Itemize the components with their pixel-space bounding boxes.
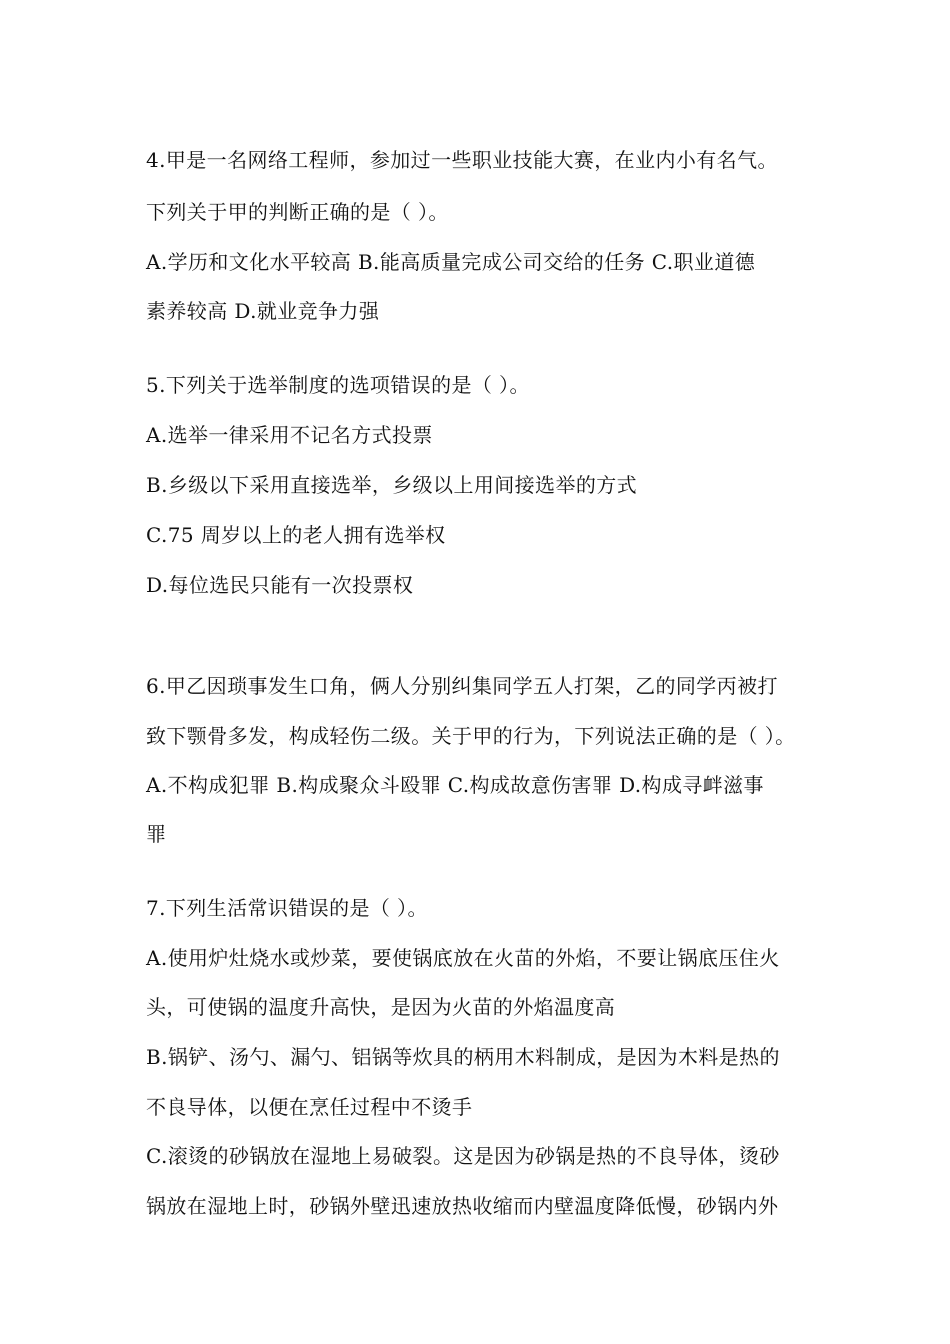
q7-stem: 7.下列生活常识错误的是（ ）。: [146, 896, 428, 920]
q5-option-c: C.75 周岁以上的老人拥有选举权: [146, 523, 446, 547]
q7-option-a-line-2: 头，可使锅的温度升高快，是因为火苗的外焰温度高: [146, 995, 616, 1019]
q7-option-b-line-2: 不良导体，以便在烹任过程中不烫手: [146, 1095, 473, 1119]
q7-option-c-line-1: C.滚烫的砂锅放在湿地上易破裂。这是因为砂锅是热的不良导体，烫砂: [146, 1144, 780, 1168]
q5-option-b: B.乡级以下采用直接选举，乡级以上用间接选举的方式: [146, 473, 638, 497]
q5-option-a: A.选举一律采用不记名方式投票: [146, 423, 433, 447]
q5-option-d: D.每位选民只能有一次投票权: [146, 573, 414, 597]
q5-stem: 5.下列关于选举制度的选项错误的是（ ）。: [146, 373, 530, 397]
q4-stem-line-1: 4.甲是一名网络工程师，参加过一些职业技能大赛，在业内小有名气。: [146, 148, 778, 172]
q7-option-b-line-1: B.锅铲、汤勺、漏勺、铝锅等炊具的柄用木料制成，是因为木料是热的: [146, 1045, 780, 1069]
q7-option-c-line-2: 锅放在湿地上时，砂锅外壁迅速放热收缩而内壁温度降低慢，砂锅内外: [146, 1194, 779, 1218]
q7-option-a-line-1: A.使用炉灶烧水或炒菜，要使锅底放在火苗的外焰，不要让锅底压住火: [146, 946, 780, 970]
q4-options-line-2: 素养较高 D.就业竞争力强: [146, 299, 380, 323]
q4-stem-line-2: 下列关于甲的判断正确的是（ ）。: [146, 200, 449, 224]
q4-options-line-1: A.学历和文化水平较高 B.能高质量完成公司交给的任务 C.职业道德: [146, 250, 756, 274]
q6-stem-line-2: 致下颚骨多发，构成轻伤二级。关于甲的行为，下列说法正确的是（ ）。: [146, 724, 796, 748]
q6-options-line-2: 罪: [146, 822, 167, 846]
q6-options-line-1: A.不构成犯罪 B.构成聚众斗殴罪 C.构成故意伤害罪 D.构成寻衅滋事: [146, 773, 764, 797]
q6-stem-line-1: 6.甲乙因琐事发生口角，俩人分别纠集同学五人打架，乙的同学丙被打: [146, 674, 778, 698]
